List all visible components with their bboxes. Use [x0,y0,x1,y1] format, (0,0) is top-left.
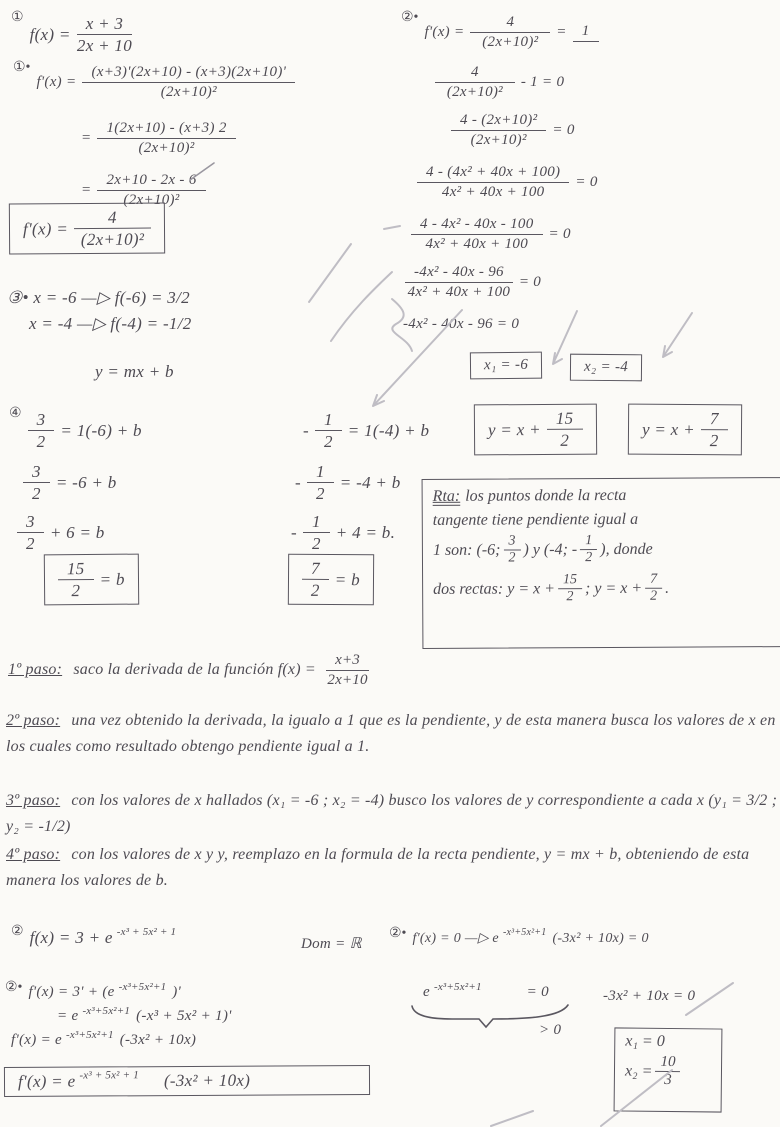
p2-deriv2-post: (-x³ + 5x² + 1)' [136,1008,232,1024]
q-step1 [398,10,602,51]
p1-step1-fraction [82,64,295,101]
frac-denominator: 2 [71,581,81,601]
rta-line2-text: tangente tiene pendiente igual a [432,510,639,529]
p1-step1-lhs: f'(x) = [36,73,77,90]
q-x1-box [470,352,542,380]
frac-numerator: 1 [315,410,342,431]
t-c2-result-box [288,554,374,606]
q-x2-value: x₂ = -4 [583,358,629,376]
q-step2 [432,64,567,101]
p1-number: ① [11,10,24,25]
frac-denominator: 2 [315,484,325,504]
paso4 [6,842,778,894]
q-step4-fraction [417,164,569,201]
q-line1-box [474,404,597,456]
p2-number: ② [11,924,24,939]
p2-quadratic [600,988,698,1005]
t-c1-r2-fraction [23,462,50,503]
t-c2-r3-rhs: + 4 = b. [335,522,396,542]
frac-denominator: 4x² + 40x + 100 [441,183,545,200]
t-c2-res-fraction [302,559,329,600]
pencil-stroke [309,244,351,302]
rta-line4 [433,572,780,605]
t-c1-r3-rhs: + 6 = b [49,522,105,542]
t-c2-r1 [300,410,432,451]
p2-deriv3 [8,1028,199,1049]
t-c1-r1-fraction [28,410,55,451]
q-step1-lhs: f'(x) = [424,23,465,40]
p2-zero-line [386,926,652,947]
q-line2-box [628,404,742,456]
q-step5-fraction [411,216,543,253]
p2-deriv3-post: (-3x² + 10x) [119,1032,197,1048]
p2-zero-pre: f'(x) = 0 —▷ e [412,931,499,946]
p2-deriv2-pre: = e [57,1008,79,1024]
p2-result-pre: f'(x) = e [17,1071,76,1091]
frac-denominator: 2 [566,589,574,605]
t-line2 [26,314,195,334]
p2-result-exponent: -x³ + 5x² + 1 [79,1069,139,1082]
t-c1-r1 [6,406,145,452]
t-c1-result-box [44,554,139,606]
t-c1-res-rhs: = b [99,569,125,589]
p2-def-exponent: -x³ + 5x² + 1 [116,926,177,938]
q-step6-rhs: = 0 [518,273,542,290]
paso2-header: 2º paso: [6,712,61,729]
paso3-header: 3º paso: [6,792,61,809]
frac-numerator: 3 [23,462,50,483]
frac-denominator: (2x+10)² [123,191,180,208]
paso2-text: una vez obtenido la derivada, la igualo a 1 que es la pendiente, y de esta manera busca los valores de x en los cuales como resultado obtengo pendiente igual a 1. [6,712,776,755]
q-line1-pre: y = x + [487,419,541,439]
frac-denominator: 2x + 10 [76,36,133,56]
p2-x2-fraction [655,1055,680,1089]
p2-deriv3-exponent: -x³+5x²+1 [66,1028,114,1041]
p2-zero-exponent: -x³+5x²+1 [502,927,547,938]
paso1-header: 1º paso: [8,660,63,678]
frac-numerator: -4x² - 40x - 96 [405,264,513,283]
rta-line3 [433,533,780,566]
pencil-stroke-bottom [491,1111,533,1126]
equals-sign: = [81,181,92,198]
q-step2-fraction [435,64,515,101]
q-step6-fraction [405,264,513,301]
p1-step2-fraction [97,120,235,157]
q-step4-rhs: = 0 [575,173,598,190]
q-step1-fraction [470,14,550,51]
p2-result-box [4,1065,370,1097]
frac-denominator: 3 [664,1071,672,1088]
p2-exp-zero-pre: e [423,984,430,1000]
rta-line4b: ; y = x + [584,579,643,598]
rta-line3a: 1 son: (-6; [432,541,501,559]
paso1-text: saco la derivada de la función f(x) = [73,660,316,678]
frac-numerator: 4 [435,64,515,83]
p1-result-fraction [74,208,151,250]
t-line1 [4,288,193,308]
p1-step2 [78,120,239,157]
q-x2-box [570,354,642,382]
frac-numerator: 10 [655,1055,680,1072]
p2-deriv1-number: ②• [5,980,23,995]
frac-denominator: 2 [709,431,719,451]
frac-denominator: 2 [560,430,570,450]
frac-denominator: (2x+10)² [482,33,539,50]
q-step7-equation: -4x² - 40x - 96 = 0 [403,316,520,332]
paso3-text: con los valores de x hallados (x₁ = -6 ; x₂ = -4) busco los valores de y correspondiente a cada x (y₁ = 3/2 ; y₂ = -1/2) [6,792,778,835]
q-step4 [414,164,601,201]
t-c2-r3 [288,512,398,553]
frac-numerator: 15 [58,559,94,580]
p2-zero-post: (-3x² + 10x) = 0 [552,930,649,946]
frac-denominator: (2x+10)² [138,139,195,156]
p2-x2-pre: x₂ = [624,1062,653,1080]
t-c2-r3-fraction [303,512,330,553]
frac-denominator: 4x² + 40x + 100 [425,235,529,252]
t-c2-r1-rhs: = 1(-4) + b [347,420,430,440]
q-step3-rhs: = 0 [552,121,575,138]
p1-def-lhs: f(x) = [29,24,71,44]
minus-sign: - [291,522,297,542]
p2-roots-box [614,1027,723,1112]
frac-denominator: 2 [310,580,320,600]
t-line3 [92,362,177,382]
p2-exp-zero-exponent: -x³+5x²+1 [433,980,482,993]
q-line2-pre: y = x + [641,419,695,439]
t-c2-r2-fraction [307,462,334,503]
rta-line2 [433,507,780,533]
t-line2-text: x = -4 —▷ f(-4) = -1/2 [29,314,192,333]
t-c2-r1-fraction [315,410,342,451]
frac-numerator: 1(2x+10) - (x+3) 2 [97,120,235,139]
frac-denominator: 2 [323,432,333,452]
paso4-header: 4º paso: [6,846,61,863]
p2-quadratic-text: -3x² + 10x = 0 [603,988,696,1004]
p1-definition [8,10,135,56]
p2-deriv1-exponent: -x³+5x²+1 [118,980,167,993]
paso3 [6,788,778,840]
frac-numerator: 4 - (2x+10)² [451,112,546,131]
frac-numerator: x+3 [326,652,369,671]
frac-numerator: 7 [701,409,728,430]
t-c2-r2-rhs: = -4 + b [339,472,401,492]
frac-numerator: 4 - (4x² + 40x + 100) [417,164,569,183]
q-x1-value: x₁ = -6 [483,356,529,374]
pencil-arrow-x2 [663,313,692,357]
frac-numerator: 1 [303,512,330,533]
rta-line4a: dos rectas: y = x + [433,580,556,598]
frac-numerator: 7 [645,573,662,589]
p2-x1-value: x₁ = 0 [625,1032,665,1050]
p1-step1 [10,60,298,101]
p2-def-pre: f(x) = 3 + e [29,928,113,947]
frac-denominator: 4x² + 40x + 100 [407,283,511,300]
frac-numerator: 4 [470,14,550,33]
rta-frac1 [503,534,520,565]
frac-numerator: x + 3 [77,14,133,35]
t-c1-r1-rhs: = 1(-6) + b [60,420,142,440]
frac-numerator: 3 [17,512,44,533]
pencil-stroke [331,272,392,341]
t-c1-r2-rhs: = -6 + b [55,472,117,492]
frac-numerator: 15 [558,574,582,590]
frac-numerator: 1 [580,534,597,550]
p2-domain-text: Dom = ℝ [301,936,362,952]
p1-result-box [6,203,168,254]
frac-denominator: (2x+10)² [446,83,503,100]
minus-sign: - [295,472,301,492]
p2-zero-number: ②• [389,926,407,941]
p2-gt-zero-text: > 0 [539,1022,562,1038]
frac-numerator: (x+3)'(2x+10) - (x+3)(2x+10)' [82,64,295,83]
result-box [9,202,165,254]
frac-denominator: 2 [650,588,658,604]
p2-result-post: (-3x² + 10x) [163,1070,251,1091]
q-step3 [448,112,578,149]
p1-result-lhs: f'(x) = [22,218,69,238]
frac-denominator: (2x+10)² [160,83,217,100]
p2-definition [8,924,179,948]
p1-step1-number: ①• [13,60,31,75]
q-line1-fraction [547,409,583,450]
rta-frac3 [558,574,582,606]
frac-numerator: 4 [74,208,151,230]
t-line3-text: y = mx + b [95,362,174,381]
equals-sign: = [556,23,567,40]
p2-deriv3-pre: f'(x) = e [11,1032,63,1048]
t-c1-r2 [20,462,120,503]
t-c2-r2 [292,462,404,503]
frac-denominator: 2 [311,534,321,554]
paso4-text: con los valores de x y y, reemplazo en la formula de la recta pendiente, y = mx + b, obteniendo de esta manera los valores de b. [6,846,750,889]
rta-frac4 [645,573,662,604]
frac-numerator: 2x+10 - 2x - 6 [97,172,205,191]
t-c1-r3 [14,512,108,553]
frac-numerator: 15 [547,409,583,430]
rta-answer-box [422,477,780,649]
q-step5-rhs: = 0 [548,225,571,242]
p2-gt-zero [536,1022,564,1039]
paso1-fraction [326,652,369,689]
pencil-dash [384,226,400,229]
frac-denominator: 2 [585,549,593,565]
t-c1-res-fraction [58,559,94,600]
frac-denominator: (2x+10)² [470,131,527,148]
p2-exp-zero [420,980,552,1001]
q-step2-rhs: - 1 = 0 [520,73,565,90]
rta-frac2 [580,534,597,565]
p2-domain [298,934,365,953]
minus-sign: - [303,420,309,440]
t-c2-res-rhs: = b [334,569,361,589]
p2-deriv2 [54,1004,235,1025]
q-step6 [402,264,544,301]
q-step3-fraction [451,112,546,149]
paso2 [6,708,778,760]
frac-denominator: 2x+10 [327,671,368,688]
p2-deriv2-exponent: -x³+5x²+1 [82,1004,131,1017]
t-line1-text: ③• x = -6 —▷ f(-6) = 3/2 [7,288,190,307]
q-step7 [400,316,522,333]
frac-numerator: 3 [503,534,520,550]
frac-denominator: 2 [32,484,41,504]
rta-label: Rta: [432,487,461,505]
frac-numerator: 4 - 4x² - 40x - 100 [411,216,543,235]
p2-deriv1 [2,980,184,1001]
p2-deriv1-pre: f'(x) = 3' + (e [28,984,115,1000]
rta-line3b: ) y (-4; - [523,540,578,559]
frac-numerator: 3 [28,410,55,431]
frac-denominator: 2 [508,550,516,566]
q-step1-one: 1 [573,23,599,42]
q-step5 [408,216,574,253]
frac-numerator: 1 [307,462,334,483]
p2-x2-line [625,1055,684,1089]
rta-line1-text: los puntos donde la recta [465,486,627,505]
rta-line4c: . [665,579,670,597]
frac-denominator: (2x+10)² [80,229,145,250]
rta-line3c: ), donde [600,540,653,558]
p2-exp-zero-post: = 0 [526,984,549,1000]
frac-numerator: 7 [302,559,329,580]
paso1 [8,652,780,689]
q-line2-fraction [701,409,728,450]
frac-denominator: 2 [36,432,46,452]
p2-deriv1-post: )' [172,984,182,1000]
equals-sign: = [81,129,92,146]
q-step1-number: ②• [401,10,419,25]
t-step4-number: ④ [9,406,22,421]
rta-line1 [433,483,780,509]
t-c1-r3-fraction [17,512,44,553]
p1-def-fraction [77,14,133,55]
frac-denominator: 2 [26,534,35,554]
